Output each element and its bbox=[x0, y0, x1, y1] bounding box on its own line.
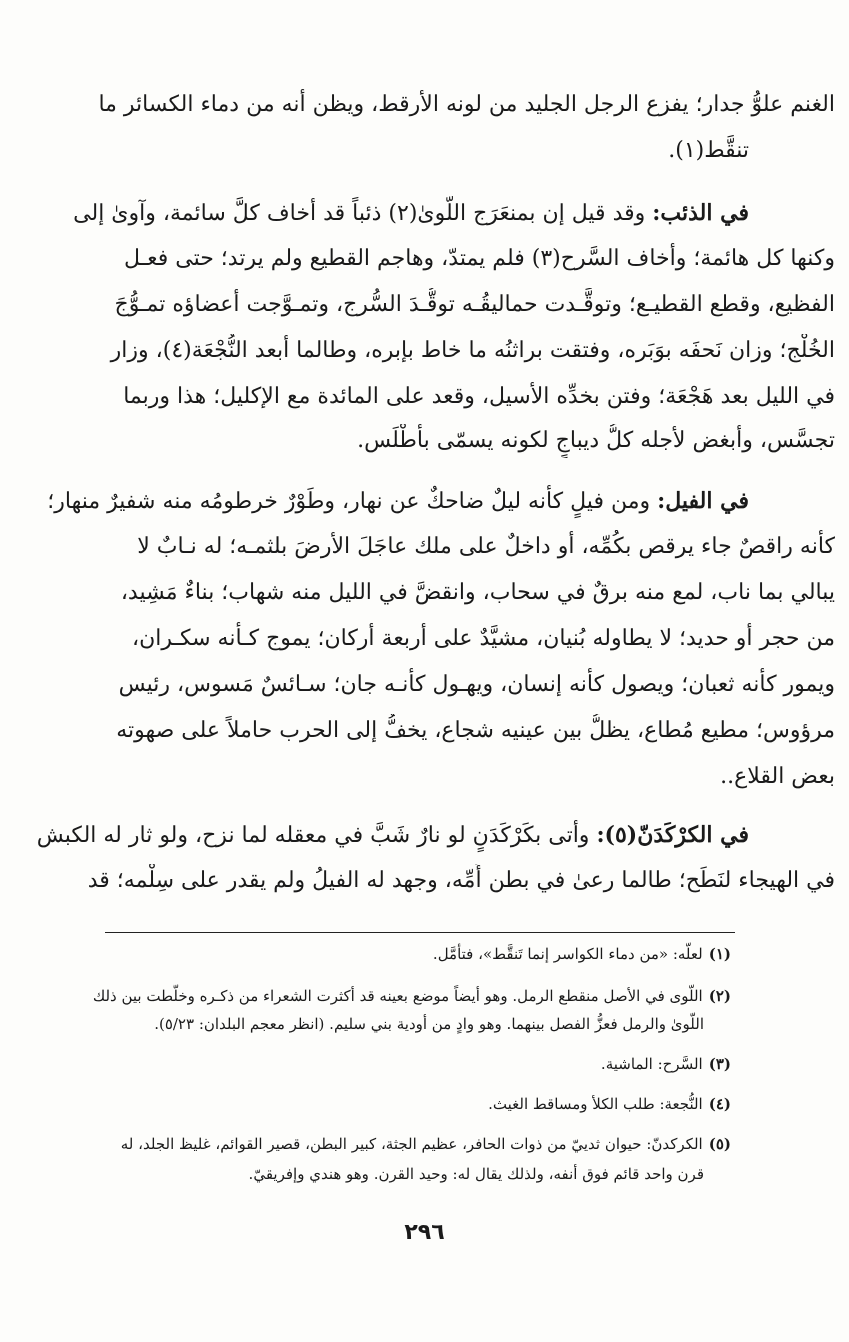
paragraph-rhinoceros: في الكرْكَدَنّ(٥): وأتى بكَرْكَدَنٍ لو نارٌ شَبَّ في معقله لما نزح، ولو ثار له الكبش bbox=[36, 822, 749, 848]
footnote-4: (٤)النُّجعة: طلب الكلأ ومساقط الغيث. bbox=[488, 1095, 731, 1113]
section-heading-wolf: في الذئب: bbox=[652, 200, 749, 226]
section-heading-rhinoceros: في الكرْكَدَنّ(٥): bbox=[596, 822, 749, 848]
text-line: يبالي بما ناب، لمع منه برقٌ في سحاب، وانقضَّ في الليل منه شهاب؛ بناءٌ مَشِيد، bbox=[120, 580, 835, 605]
text-line: من حجر أو حديد؛ لا يطاوله بُنيان، مشيَّدٌ على أربعة أركان؛ يموج كـأنه سكـران، bbox=[132, 626, 835, 651]
section-heading-elephant: في الفيل: bbox=[657, 488, 749, 514]
page-number: ٢٩٦ bbox=[404, 1220, 445, 1245]
footnote-1: (١)لعلَّه: «من دماء الكواسر إنما تَنقَّط»، فتأمَّل. bbox=[432, 945, 731, 963]
footnote-3: (٣)السَّرح: الماشية. bbox=[600, 1055, 731, 1073]
text-line: الغنم علوُّ جدار؛ يفزع الرجل الجليد من لونه الأرقط، ويظن أنه من دماء الكسائر ما bbox=[98, 92, 835, 117]
paragraph-elephant: في الفيل: ومن فيلٍ كأنه ليلٌ ضاحكٌ عن نهار، وطَوْرٌ خرطومُه منه شفيرٌ منهار؛ bbox=[47, 488, 749, 514]
text-line: بعض القلاع.. bbox=[720, 764, 835, 789]
text-line: في الهيجاء لنَطَح؛ طالما رعىٰ في بطن أُمِّه، وجهد له الفيلُ ولم يقدر على سِلْمه؛ قد bbox=[87, 868, 835, 893]
text-line: الخُلْج؛ وزان نَحفَه بوَبَره، وفتقت براثنُه ما خاط بإبره، وطالما أبعد النُّجْعَة(٤)، وزار bbox=[110, 338, 835, 363]
footnote-2: (٢)اللّوى في الأصل منقطع الرمل. وهو أيضاً موضع بعينه قد أكثرت الشعراء من ذكـره وخلَّطت بين ذلك bbox=[92, 987, 731, 1005]
text-line: في الليل بعد هَجْعَة؛ وفتن بخدِّه الأسيل، وقعد على المائدة مع الإكليل؛ هذا وربما bbox=[123, 384, 835, 409]
paragraph-wolf: في الذئب: وقد قيل إن بمنعَرَج اللّوىٰ(٢) ذئباً قد أخاف كلَّ سائمة، وآوىٰ إلى bbox=[73, 200, 749, 226]
footnote-5: (٥)الكركدنّ: حيوان ثدييّ من ذوات الحافر، عظيم الجثة، كبير البطن، قصير القوائم، غليظ الجلد، له bbox=[120, 1135, 731, 1153]
footnote-divider bbox=[105, 932, 735, 933]
text-line: ويمور كأنه ثعبان؛ ويصول كأنه إنسان، ويهـول كأنـه جان؛ سـائسٌ مَسوس، رئيس bbox=[118, 672, 835, 697]
footnote-5-continued: قرن واحد قائم فوق أنفه، ولذلك يقال له: وحيد القرن. وهو هندي وإفريقيّ. bbox=[248, 1165, 704, 1183]
footnote-2-continued: اللّوىٰ والرمل فعزُّ الفصل بينهما. وهو وادٍ من أودية بني سليم. (انظر معجم البلدان: ٥/٢٣). bbox=[154, 1015, 704, 1033]
text-line: تجسَّس، وأبغض لأجله كلُّ ديباجٍ لكونه يسمّى بأطْلَس. bbox=[357, 428, 835, 453]
text-line: مرؤوس؛ مطيع مُطاع، يظلُّ بين عينيه شجاع، يخفُّ إلى الحرب حاملاً على صهوته bbox=[116, 718, 835, 743]
text-line: وكنها كل هائمة؛ وأخاف السَّرح(٣) فلم يمتدّ، وهاجم القطيع ولم يرتد؛ حتى فعـل bbox=[124, 246, 835, 271]
text-line: الفظيع، وقطع القطيـع؛ وتوقَّـدت حماليقُـه توقُّـدَ السُّرج، وتمـوَّجت أعضاؤه تمـوُّجَ bbox=[114, 292, 835, 317]
text-line: تنقَّط(١). bbox=[668, 138, 749, 163]
text-line: كأنه راقصٌ جاء يرقص بكُمِّه، أو داخلٌ على ملك عاجَلَ الأرضَ بلثمـه؛ له نـابٌ لا bbox=[137, 534, 835, 559]
